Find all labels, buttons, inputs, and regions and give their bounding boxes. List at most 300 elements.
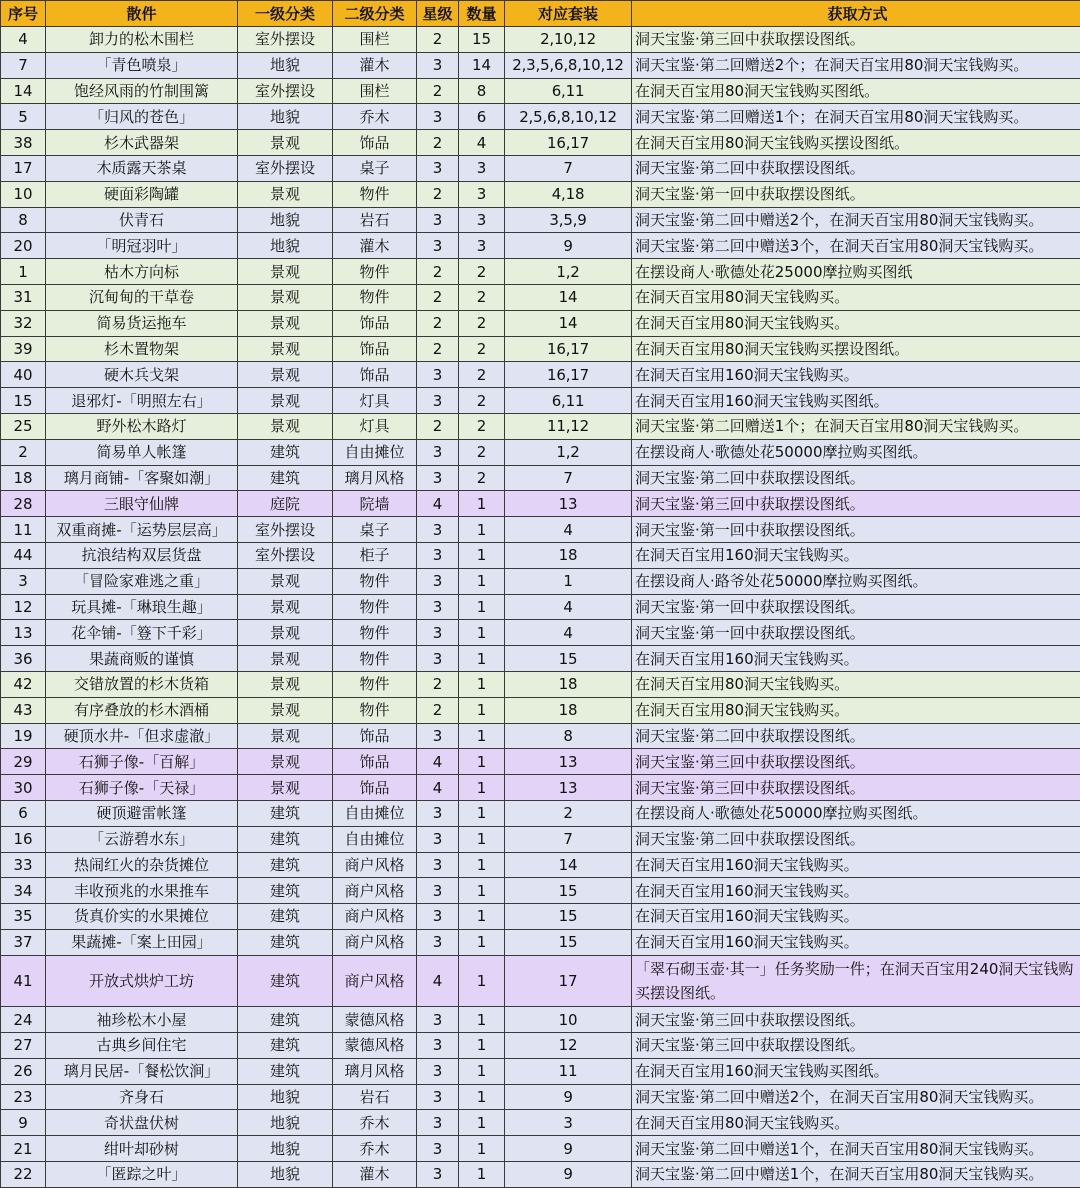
cell-quantity: 3 xyxy=(459,207,505,233)
cell-category-2: 桌子 xyxy=(333,155,417,181)
cell-acquisition: 「翠石砌玉壶·其一」任务奖励一件；在洞天百宝用240洞天宝钱购买摆设图纸。 xyxy=(632,955,1080,1007)
cell-index: 41 xyxy=(1,955,46,1007)
cell-stars: 3 xyxy=(417,52,459,78)
cell-stars: 3 xyxy=(417,620,459,646)
cell-item: 「冒险家难逃之重」 xyxy=(46,568,238,594)
cell-index: 40 xyxy=(1,362,46,388)
cell-category-2: 饰品 xyxy=(333,362,417,388)
cell-item: 退邪灯-「明照左右」 xyxy=(46,388,238,414)
cell-index: 23 xyxy=(1,1084,46,1110)
cell-category-2: 围栏 xyxy=(333,27,417,53)
cell-item: 「明冠羽叶」 xyxy=(46,233,238,259)
cell-quantity: 8 xyxy=(459,78,505,104)
cell-category-2: 物件 xyxy=(333,620,417,646)
cell-index: 10 xyxy=(1,181,46,207)
cell-sets: 14 xyxy=(505,310,632,336)
cell-category-2: 饰品 xyxy=(333,310,417,336)
cell-item: 璃月民居-「餐松饮涧」 xyxy=(46,1058,238,1084)
cell-item: 简易单人帐篷 xyxy=(46,439,238,465)
cell-quantity: 2 xyxy=(459,465,505,491)
cell-index: 15 xyxy=(1,388,46,414)
cell-category-2: 灌木 xyxy=(333,233,417,259)
cell-quantity: 1 xyxy=(459,620,505,646)
cell-stars: 2 xyxy=(417,27,459,53)
cell-item: 枯木方向标 xyxy=(46,259,238,285)
cell-item: 开放式烘炉工坊 xyxy=(46,955,238,1007)
header-acquisition: 获取方式 xyxy=(632,1,1080,27)
cell-category-1: 景观 xyxy=(238,259,333,285)
table-row xyxy=(1,542,1080,568)
cell-category-1: 建筑 xyxy=(238,800,333,826)
cell-acquisition: 在摆设商人·路爷处花50000摩拉购买图纸。 xyxy=(632,568,1080,594)
cell-quantity: 1 xyxy=(459,1058,505,1084)
cell-index: 43 xyxy=(1,697,46,723)
cell-category-1: 地貌 xyxy=(238,1110,333,1136)
header-category-1: 一级分类 xyxy=(238,1,333,27)
cell-sets: 18 xyxy=(505,697,632,723)
table-row xyxy=(1,878,1080,904)
cell-item: 奇状盘伏树 xyxy=(46,1110,238,1136)
table-row xyxy=(1,517,1080,543)
cell-category-1: 地貌 xyxy=(238,207,333,233)
cell-quantity: 1 xyxy=(459,491,505,517)
cell-index: 11 xyxy=(1,517,46,543)
cell-item: 木质露天茶桌 xyxy=(46,155,238,181)
cell-category-2: 乔木 xyxy=(333,1136,417,1162)
cell-item: 齐身石 xyxy=(46,1084,238,1110)
cell-sets: 9 xyxy=(505,233,632,259)
cell-category-1: 庭院 xyxy=(238,491,333,517)
cell-acquisition: 洞天宝鉴·第二回中赠送1个，在洞天百宝用80洞天宝钱购买。 xyxy=(632,1136,1080,1162)
cell-quantity: 2 xyxy=(459,388,505,414)
cell-acquisition: 在洞天百宝用160洞天宝钱购买。 xyxy=(632,929,1080,955)
cell-category-1: 地貌 xyxy=(238,1084,333,1110)
cell-index: 42 xyxy=(1,671,46,697)
cell-item: 「归风的苍色」 xyxy=(46,104,238,130)
cell-stars: 2 xyxy=(417,671,459,697)
cell-index: 9 xyxy=(1,1110,46,1136)
cell-category-1: 室外摆设 xyxy=(238,78,333,104)
cell-category-2: 饰品 xyxy=(333,336,417,362)
cell-sets: 7 xyxy=(505,465,632,491)
cell-stars: 3 xyxy=(417,542,459,568)
cell-stars: 3 xyxy=(417,1058,459,1084)
cell-category-1: 建筑 xyxy=(238,465,333,491)
cell-index: 35 xyxy=(1,904,46,930)
cell-quantity: 1 xyxy=(459,1136,505,1162)
cell-sets: 3,5,9 xyxy=(505,207,632,233)
cell-acquisition: 洞天宝鉴·第二回赠送2个；在洞天百宝用80洞天宝钱购买。 xyxy=(632,52,1080,78)
cell-category-1: 景观 xyxy=(238,671,333,697)
table-row xyxy=(1,439,1080,465)
cell-category-2: 自由摊位 xyxy=(333,439,417,465)
cell-stars: 3 xyxy=(417,904,459,930)
cell-index: 36 xyxy=(1,646,46,672)
cell-category-2: 桌子 xyxy=(333,517,417,543)
cell-quantity: 1 xyxy=(459,1007,505,1033)
cell-sets: 4 xyxy=(505,517,632,543)
cell-sets: 7 xyxy=(505,826,632,852)
cell-stars: 3 xyxy=(417,594,459,620)
cell-category-2: 璃月风格 xyxy=(333,465,417,491)
cell-quantity: 3 xyxy=(459,181,505,207)
cell-stars: 4 xyxy=(417,775,459,801)
cell-stars: 3 xyxy=(417,104,459,130)
cell-sets: 4,18 xyxy=(505,181,632,207)
cell-category-2: 物件 xyxy=(333,259,417,285)
cell-index: 39 xyxy=(1,336,46,362)
table-row xyxy=(1,1058,1080,1084)
table-row xyxy=(1,929,1080,955)
cell-stars: 3 xyxy=(417,517,459,543)
cell-sets: 2,10,12 xyxy=(505,27,632,53)
cell-sets: 14 xyxy=(505,284,632,310)
table-row xyxy=(1,955,1080,1007)
cell-category-1: 室外摆设 xyxy=(238,27,333,53)
cell-acquisition: 在摆设商人·歌德处花50000摩拉购买图纸。 xyxy=(632,800,1080,826)
table-row xyxy=(1,1162,1080,1188)
cell-item: 交错放置的杉木货箱 xyxy=(46,671,238,697)
cell-category-2: 柜子 xyxy=(333,542,417,568)
cell-category-1: 景观 xyxy=(238,568,333,594)
cell-category-1: 景观 xyxy=(238,130,333,156)
cell-quantity: 1 xyxy=(459,646,505,672)
cell-category-2: 饰品 xyxy=(333,749,417,775)
table-row xyxy=(1,723,1080,749)
table-row xyxy=(1,749,1080,775)
cell-item: 热闹红火的杂货摊位 xyxy=(46,852,238,878)
cell-acquisition: 在洞天百宝用80洞天宝钱购买。 xyxy=(632,697,1080,723)
cell-index: 2 xyxy=(1,439,46,465)
cell-quantity: 2 xyxy=(459,310,505,336)
cell-sets: 13 xyxy=(505,749,632,775)
cell-category-2: 物件 xyxy=(333,568,417,594)
cell-item: 袖珍松木小屋 xyxy=(46,1007,238,1033)
cell-category-1: 景观 xyxy=(238,310,333,336)
table-row xyxy=(1,1084,1080,1110)
cell-category-1: 室外摆设 xyxy=(238,517,333,543)
cell-index: 22 xyxy=(1,1162,46,1188)
cell-stars: 3 xyxy=(417,207,459,233)
cell-item: 硬面彩陶罐 xyxy=(46,181,238,207)
cell-acquisition: 在洞天百宝用80洞天宝钱购买。 xyxy=(632,284,1080,310)
cell-acquisition: 洞天宝鉴·第三回中获取摆设图纸。 xyxy=(632,749,1080,775)
cell-index: 33 xyxy=(1,852,46,878)
cell-stars: 3 xyxy=(417,1007,459,1033)
table-row xyxy=(1,491,1080,517)
cell-quantity: 14 xyxy=(459,52,505,78)
cell-index: 6 xyxy=(1,800,46,826)
cell-acquisition: 在洞天百宝用160洞天宝钱购买图纸。 xyxy=(632,1058,1080,1084)
cell-sets: 16,17 xyxy=(505,362,632,388)
cell-stars: 2 xyxy=(417,181,459,207)
cell-index: 8 xyxy=(1,207,46,233)
cell-category-1: 室外摆设 xyxy=(238,542,333,568)
cell-category-1: 建筑 xyxy=(238,878,333,904)
cell-index: 5 xyxy=(1,104,46,130)
table-row xyxy=(1,78,1080,104)
cell-item: 花伞铺-「簦下千彩」 xyxy=(46,620,238,646)
cell-sets: 1 xyxy=(505,568,632,594)
table-row xyxy=(1,594,1080,620)
cell-index: 28 xyxy=(1,491,46,517)
cell-category-2: 饰品 xyxy=(333,130,417,156)
cell-quantity: 1 xyxy=(459,697,505,723)
cell-stars: 3 xyxy=(417,878,459,904)
cell-item: 沉甸甸的干草卷 xyxy=(46,284,238,310)
table-row xyxy=(1,568,1080,594)
cell-quantity: 1 xyxy=(459,568,505,594)
cell-item: 伏青石 xyxy=(46,207,238,233)
cell-index: 13 xyxy=(1,620,46,646)
cell-acquisition: 洞天宝鉴·第二回中赠送3个，在洞天百宝用80洞天宝钱购买。 xyxy=(632,233,1080,259)
cell-index: 27 xyxy=(1,1033,46,1059)
cell-acquisition: 洞天宝鉴·第一回中获取摆设图纸。 xyxy=(632,594,1080,620)
table-row xyxy=(1,465,1080,491)
table-row xyxy=(1,362,1080,388)
cell-item: 硬顶避雷帐篷 xyxy=(46,800,238,826)
cell-category-2: 岩石 xyxy=(333,1084,417,1110)
cell-acquisition: 洞天宝鉴·第二回中赠送2个，在洞天百宝用80洞天宝钱购买。 xyxy=(632,1084,1080,1110)
cell-quantity: 1 xyxy=(459,1084,505,1110)
table-row xyxy=(1,104,1080,130)
cell-item: 绀叶却砂树 xyxy=(46,1136,238,1162)
cell-quantity: 1 xyxy=(459,775,505,801)
cell-item: 石狮子像-「百解」 xyxy=(46,749,238,775)
cell-acquisition: 洞天宝鉴·第二回赠送1个；在洞天百宝用80洞天宝钱购买。 xyxy=(632,104,1080,130)
cell-category-2: 饰品 xyxy=(333,775,417,801)
cell-category-2: 饰品 xyxy=(333,723,417,749)
table-row xyxy=(1,800,1080,826)
cell-item: 抗浪结构双层货盘 xyxy=(46,542,238,568)
cell-index: 29 xyxy=(1,749,46,775)
cell-acquisition: 洞天宝鉴·第二回赠送1个；在洞天百宝用80洞天宝钱购买。 xyxy=(632,413,1080,439)
cell-quantity: 1 xyxy=(459,955,505,1007)
cell-category-2: 自由摊位 xyxy=(333,800,417,826)
table-row xyxy=(1,259,1080,285)
cell-sets: 1,2 xyxy=(505,439,632,465)
cell-index: 3 xyxy=(1,568,46,594)
cell-stars: 3 xyxy=(417,826,459,852)
cell-acquisition: 洞天宝鉴·第二回中赠送2个，在洞天百宝用80洞天宝钱购买。 xyxy=(632,207,1080,233)
header-sets: 对应套装 xyxy=(505,1,632,27)
cell-category-1: 景观 xyxy=(238,594,333,620)
cell-category-2: 璃月风格 xyxy=(333,1058,417,1084)
cell-category-1: 建筑 xyxy=(238,826,333,852)
cell-category-1: 景观 xyxy=(238,336,333,362)
cell-index: 14 xyxy=(1,78,46,104)
cell-acquisition: 在洞天百宝用80洞天宝钱购买。 xyxy=(632,1110,1080,1136)
cell-index: 18 xyxy=(1,465,46,491)
cell-item: 果蔬商贩的谨慎 xyxy=(46,646,238,672)
cell-quantity: 4 xyxy=(459,130,505,156)
cell-quantity: 1 xyxy=(459,826,505,852)
cell-acquisition: 在洞天百宝用160洞天宝钱购买。 xyxy=(632,878,1080,904)
cell-sets: 15 xyxy=(505,878,632,904)
cell-sets: 13 xyxy=(505,775,632,801)
cell-index: 26 xyxy=(1,1058,46,1084)
cell-index: 16 xyxy=(1,826,46,852)
cell-quantity: 15 xyxy=(459,27,505,53)
cell-acquisition: 在洞天百宝用160洞天宝钱购买。 xyxy=(632,904,1080,930)
cell-index: 17 xyxy=(1,155,46,181)
cell-acquisition: 在摆设商人·歌德处花50000摩拉购买图纸。 xyxy=(632,439,1080,465)
cell-acquisition: 在洞天百宝用80洞天宝钱购买。 xyxy=(632,671,1080,697)
cell-stars: 2 xyxy=(417,78,459,104)
cell-category-2: 商户风格 xyxy=(333,929,417,955)
cell-stars: 2 xyxy=(417,284,459,310)
cell-sets: 15 xyxy=(505,904,632,930)
cell-item: 「青色喷泉」 xyxy=(46,52,238,78)
cell-sets: 4 xyxy=(505,594,632,620)
cell-sets: 6,11 xyxy=(505,388,632,414)
cell-acquisition: 洞天宝鉴·第二回中赠送1个，在洞天百宝用80洞天宝钱购买。 xyxy=(632,1162,1080,1188)
cell-item: 三眼守仙牌 xyxy=(46,491,238,517)
cell-sets: 7 xyxy=(505,155,632,181)
cell-category-2: 蒙德风格 xyxy=(333,1007,417,1033)
cell-item: 「云游碧水东」 xyxy=(46,826,238,852)
cell-quantity: 1 xyxy=(459,800,505,826)
cell-stars: 4 xyxy=(417,749,459,775)
cell-quantity: 1 xyxy=(459,542,505,568)
cell-sets: 13 xyxy=(505,491,632,517)
table-row xyxy=(1,130,1080,156)
cell-sets: 6,11 xyxy=(505,78,632,104)
cell-sets: 11,12 xyxy=(505,413,632,439)
cell-category-2: 乔木 xyxy=(333,104,417,130)
cell-item: 硬木兵戈架 xyxy=(46,362,238,388)
table-row xyxy=(1,1136,1080,1162)
cell-category-1: 建筑 xyxy=(238,1058,333,1084)
cell-item: 双重商摊-「运势层层高」 xyxy=(46,517,238,543)
cell-acquisition: 洞天宝鉴·第二回中获取摆设图纸。 xyxy=(632,155,1080,181)
cell-index: 34 xyxy=(1,878,46,904)
cell-stars: 2 xyxy=(417,259,459,285)
cell-category-1: 建筑 xyxy=(238,1033,333,1059)
table-row xyxy=(1,27,1080,53)
table-row xyxy=(1,181,1080,207)
cell-sets: 9 xyxy=(505,1136,632,1162)
cell-category-1: 景观 xyxy=(238,284,333,310)
cell-stars: 3 xyxy=(417,233,459,259)
cell-category-1: 建筑 xyxy=(238,439,333,465)
cell-index: 37 xyxy=(1,929,46,955)
cell-category-2: 物件 xyxy=(333,284,417,310)
table-row xyxy=(1,413,1080,439)
cell-acquisition: 洞天宝鉴·第二回中获取摆设图纸。 xyxy=(632,826,1080,852)
cell-quantity: 2 xyxy=(459,439,505,465)
table-row xyxy=(1,52,1080,78)
cell-quantity: 2 xyxy=(459,362,505,388)
cell-index: 31 xyxy=(1,284,46,310)
header-quantity: 数量 xyxy=(459,1,505,27)
cell-quantity: 1 xyxy=(459,749,505,775)
cell-quantity: 2 xyxy=(459,259,505,285)
cell-category-1: 景观 xyxy=(238,181,333,207)
cell-item: 古典乡间住宅 xyxy=(46,1033,238,1059)
table-row xyxy=(1,233,1080,259)
table-row xyxy=(1,697,1080,723)
header-item: 散件 xyxy=(46,1,238,27)
cell-stars: 2 xyxy=(417,413,459,439)
cell-sets: 18 xyxy=(505,671,632,697)
cell-quantity: 1 xyxy=(459,1033,505,1059)
cell-acquisition: 洞天宝鉴·第二回中获取摆设图纸。 xyxy=(632,723,1080,749)
cell-index: 44 xyxy=(1,542,46,568)
cell-acquisition: 洞天宝鉴·第一回中获取摆设图纸。 xyxy=(632,620,1080,646)
cell-acquisition: 在洞天百宝用160洞天宝钱购买。 xyxy=(632,852,1080,878)
cell-sets: 1,2 xyxy=(505,259,632,285)
cell-sets: 9 xyxy=(505,1084,632,1110)
cell-sets: 18 xyxy=(505,542,632,568)
cell-category-2: 围栏 xyxy=(333,78,417,104)
cell-index: 30 xyxy=(1,775,46,801)
cell-sets: 12 xyxy=(505,1033,632,1059)
cell-quantity: 1 xyxy=(459,1110,505,1136)
cell-stars: 3 xyxy=(417,723,459,749)
cell-quantity: 1 xyxy=(459,878,505,904)
cell-index: 19 xyxy=(1,723,46,749)
table-row xyxy=(1,852,1080,878)
cell-acquisition: 洞天宝鉴·第二回中获取摆设图纸。 xyxy=(632,465,1080,491)
cell-sets: 11 xyxy=(505,1058,632,1084)
cell-quantity: 3 xyxy=(459,155,505,181)
cell-stars: 3 xyxy=(417,929,459,955)
cell-item: 杉木武器架 xyxy=(46,130,238,156)
cell-index: 21 xyxy=(1,1136,46,1162)
cell-quantity: 1 xyxy=(459,1162,505,1188)
cell-item: 丰收预兆的水果推车 xyxy=(46,878,238,904)
cell-stars: 3 xyxy=(417,362,459,388)
cell-quantity: 2 xyxy=(459,284,505,310)
table-row xyxy=(1,155,1080,181)
cell-acquisition: 在洞天百宝用160洞天宝钱购买。 xyxy=(632,646,1080,672)
table-row xyxy=(1,1033,1080,1059)
cell-stars: 3 xyxy=(417,388,459,414)
cell-category-1: 景观 xyxy=(238,388,333,414)
table-row xyxy=(1,1110,1080,1136)
cell-quantity: 1 xyxy=(459,852,505,878)
cell-quantity: 1 xyxy=(459,517,505,543)
table-row xyxy=(1,310,1080,336)
cell-category-2: 灯具 xyxy=(333,388,417,414)
cell-category-1: 景观 xyxy=(238,362,333,388)
cell-item: 简易货运拖车 xyxy=(46,310,238,336)
cell-sets: 2,3,5,6,8,10,12 xyxy=(505,52,632,78)
cell-category-1: 室外摆设 xyxy=(238,155,333,181)
table-row xyxy=(1,671,1080,697)
cell-index: 7 xyxy=(1,52,46,78)
cell-sets: 15 xyxy=(505,646,632,672)
cell-stars: 3 xyxy=(417,1136,459,1162)
cell-stars: 3 xyxy=(417,155,459,181)
table-row xyxy=(1,620,1080,646)
header-stars: 星级 xyxy=(417,1,459,27)
cell-category-2: 商户风格 xyxy=(333,955,417,1007)
table-body xyxy=(1,27,1080,1188)
cell-stars: 3 xyxy=(417,1162,459,1188)
cell-index: 32 xyxy=(1,310,46,336)
cell-quantity: 6 xyxy=(459,104,505,130)
cell-category-2: 商户风格 xyxy=(333,878,417,904)
header-row xyxy=(1,1,1080,27)
cell-category-1: 地貌 xyxy=(238,1162,333,1188)
cell-quantity: 3 xyxy=(459,233,505,259)
cell-index: 20 xyxy=(1,233,46,259)
cell-acquisition: 洞天宝鉴·第三回中获取摆设图纸。 xyxy=(632,1033,1080,1059)
cell-category-1: 地貌 xyxy=(238,233,333,259)
cell-category-1: 建筑 xyxy=(238,929,333,955)
